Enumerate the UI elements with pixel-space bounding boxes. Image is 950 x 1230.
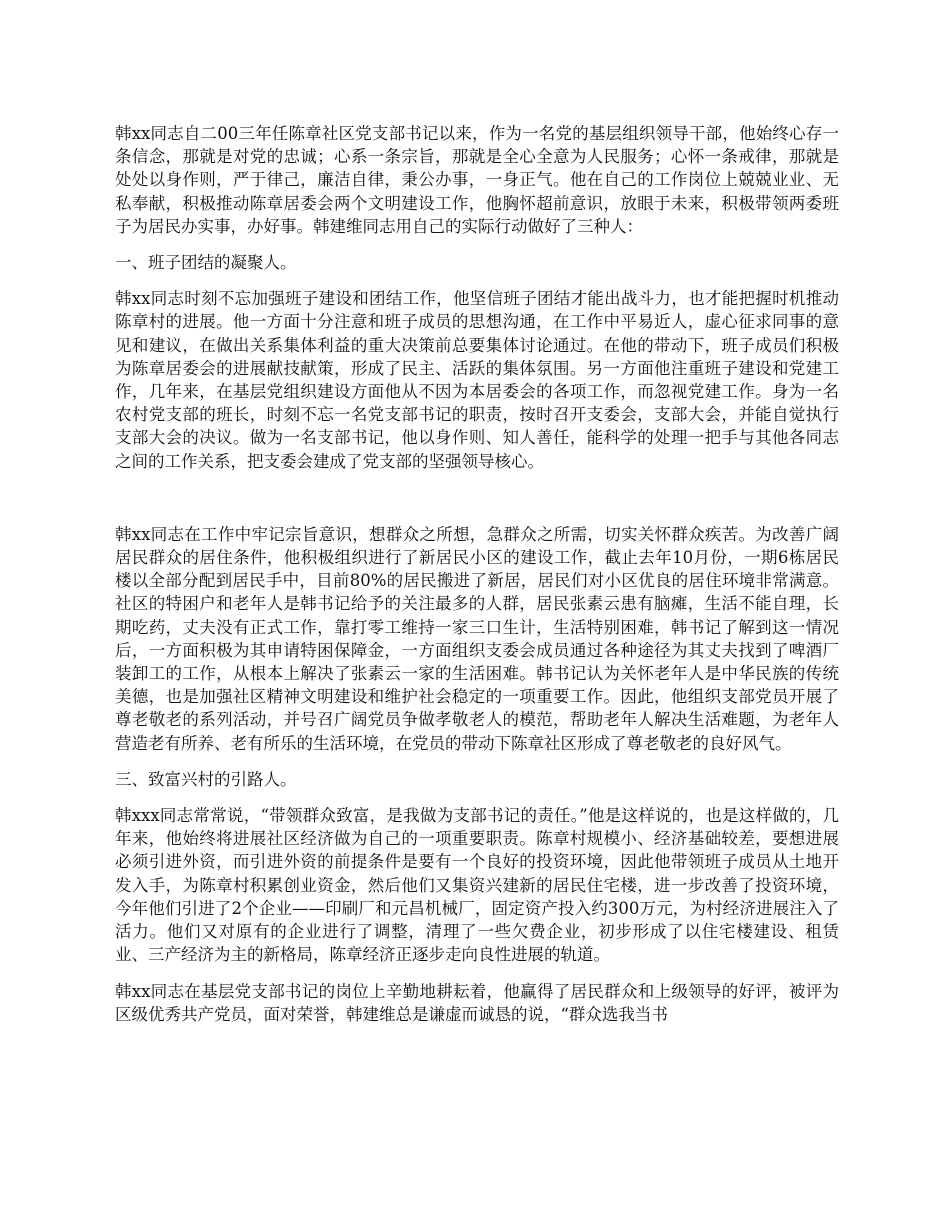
paragraph-closing: 韩xx同志在基层党支部书记的岗位上辛勤地耕耘着，他赢得了居民群众和上级领导的好评，被评为区级优秀共产党员，面对荣誉，韩建维总是谦虚而诚恳的说，“群众选我当书 bbox=[115, 981, 839, 1024]
blank-gap bbox=[115, 486, 839, 523]
section-heading-1: 一、班子团结的凝聚人。 bbox=[115, 253, 297, 273]
paragraph-intro: 韩xx同志自二00三年任陈章社区党支部书记以来，作为一名党的基层组织领导干部，他始终心存一条信念，那就是对党的忠诚；心系一条宗旨，那就是全心全意为人民服务；心怀一条戒律，那就是处处以身作则，严于律己，廉洁自律，秉公办事，一身正气。他在自己的工作岗位上兢兢业业、无私奉献，积极推动陈章居委会两个文明建设工作，他胸怀超前意识，放眼于未来，积极带领两委班子为居民办实事，办好事。韩建维同志用自己的实际行动做好了三种人： bbox=[115, 124, 839, 236]
paragraph-section-1: 韩xx同志时刻不忘加强班子建设和团结工作，他坚信班子团结才能出战斗力，也才能把握时机推动陈章村的进展。他一方面十分注意和班子成员的思想沟通，在工作中平易近人，虚心征求同事的意见和建议，在做出关系集体利益的重大决策前总要集体讨论通过。在他的带动下，班子成员们积极为陈章居委会的进展献技献策，形成了民主、活跃的集体氛围。另一方面他注重班子建设和党建工作，几年来，在基层党组织建设方面他从不因为本居委会的各项工作，而忽视党建工作。身为一名农村党支部的班长，时刻不忘一名党支部书记的职责，按时召开支委会，支部大会，并能自觉执行支部大会的决议。做为一名支部书记，他以身作则、知人善任，能科学的处理一把手与其他各同志之间的工作关系，把支委会建成了党支部的坚强领导核心。 bbox=[115, 289, 839, 471]
paragraph-section-2: 韩xx同志在工作中牢记宗旨意识，想群众之所想，急群众之所需，切实关怀群众疾苦。为改善广阔居民群众的居住条件，他积极组织进行了新居民小区的建设工作，截止去年10月份，一期6栋居民楼以全部分配到居民手中，目前80%的居民搬进了新居，居民们对小区优良的居住环境非常满意。社区的特困户和老年人是韩书记给予的关注最多的人群，居民张素云患有脑瘫，生活不能自理，长期吃药，丈夫没有正式工作，靠打零工维持一家三口生计，生活特别困难，韩书记了解到这一情况后，一方面积极为其申请特困保障金，一方面组织支委会成员通过各种途径为其丈夫找到了啤酒厂装卸工的工作，从根本上解决了张素云一家的生活困难。韩书记认为关怀老年人是中华民族的传统美德，也是加强社区精神文明建设和维护社会稳定的一项重要工作。因此，他组织支部党员开展了尊老敬老的系列活动，并号召广阔党员争做孝敬老人的模范，帮助老年人解决生活难题，为老年人营造老有所养、老有所乐的生活环境，在党员的带动下陈章社区形成了尊老敬老的良好风气。 bbox=[115, 524, 839, 753]
paragraph-section-3: 韩xxx同志常常说，“带领群众致富，是我做为支部书记的责任。”他是这样说的，也是这样做的，几年来，他始终将进展社区经济做为自己的一项重要职责。陈章村规模小、经济基础较差，要想进展必须引进外资，而引进外资的前提条件是要有一个良好的投资环境，因此他带领班子成员从土地开发入手，为陈章村积累创业资金，然后他们又集资兴建新的居民住宅楼，进一步改善了投资环境，今年他们引进了2个企业——印刷厂和元昌机械厂，固定资产投入约300万元，为村经济进展注入了活力。他们又对原有的企业进行了调整，清理了一些欠费企业，初步形成了以住宅楼建设、租赁业、三产经济为主的新格局，陈章经济正逐步走向良性进展的轨道。 bbox=[115, 806, 839, 965]
section-heading-3: 三、致富兴村的引路人。 bbox=[115, 769, 297, 789]
document-body bbox=[115, 122, 839, 1039]
